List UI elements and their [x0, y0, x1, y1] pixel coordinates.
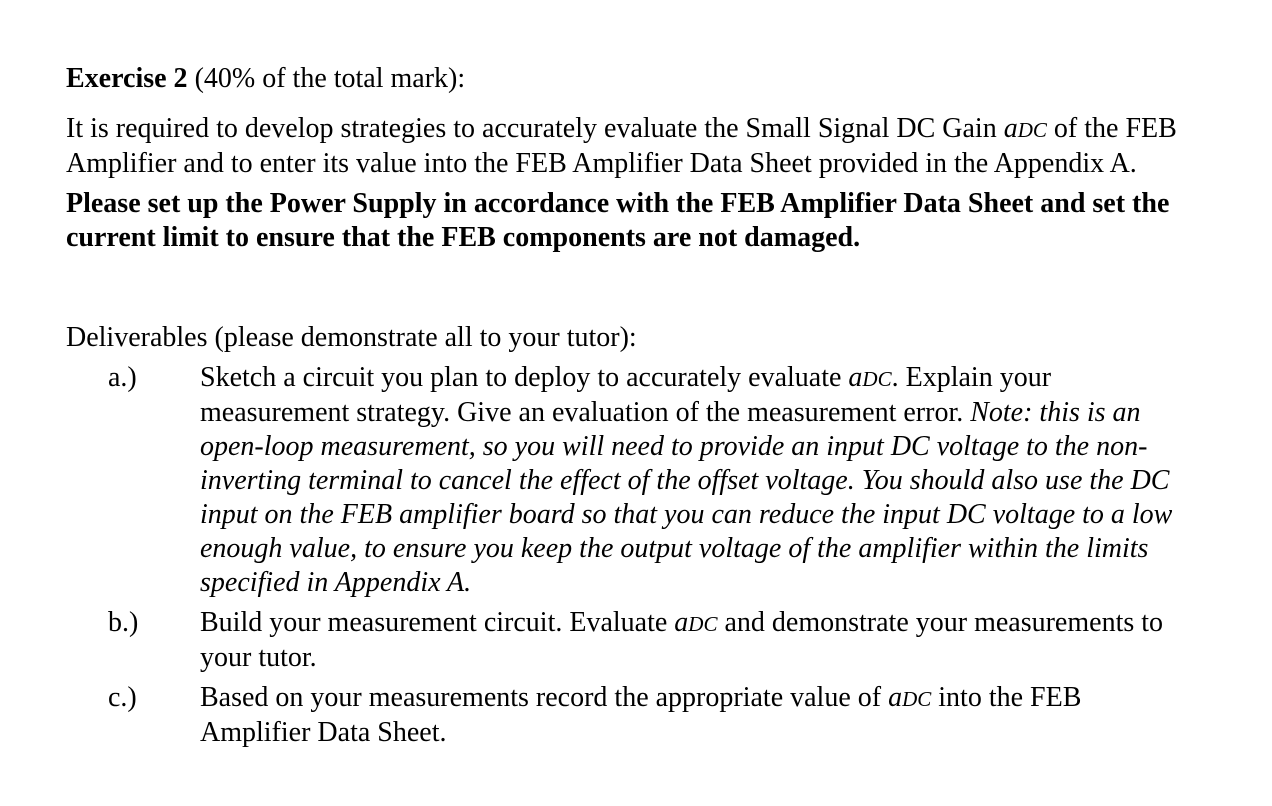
adc-sub: DC: [902, 687, 932, 711]
exercise-heading: [66, 62, 1226, 96]
adc-symbol: [1004, 113, 1047, 144]
item-label: c.): [108, 682, 137, 713]
intro-text-2: of the FEB Amplifier and to enter its value into the FEB Amplifier Data Sheet provided in the Appendix A.: [66, 113, 1177, 179]
exercise-heading-rest: (40% of the total mark):: [187, 63, 466, 94]
intro-text-1: It is required to develop strategies to accurately evaluate the Small Signal DC Gain: [66, 113, 1004, 144]
adc-sub: DC: [862, 367, 892, 391]
adc-symbol: [888, 682, 931, 713]
adc-var: a: [888, 682, 903, 713]
adc-var: a: [848, 362, 863, 393]
item-text-2: and demonstrate your measurements to your tutor.: [200, 607, 1164, 673]
item-text-1: Sketch a circuit you plan to deploy to accurately evaluate: [200, 362, 849, 393]
item-text-1: Build your measurement circuit. Evaluate: [200, 607, 675, 638]
adc-var: a: [674, 607, 689, 638]
deliverable-item-a: [66, 361, 1226, 600]
item-text-2: . Explain your measurement strategy. Give an evaluation of the measurement error.: [200, 362, 1052, 428]
item-text-1: Based on your measurements record the appropriate value of: [200, 682, 889, 713]
power-supply-instruction: Please set up the Power Supply in accordance with the FEB Amplifier Data Sheet and set the current limit to ensure that the FEB components are not damaged.: [66, 188, 1170, 253]
deliverable-item-b: [66, 606, 1226, 675]
adc-var: a: [1003, 113, 1018, 144]
item-label: a.): [108, 362, 137, 393]
adc-symbol: [848, 362, 891, 393]
item-body: [200, 681, 1190, 750]
deliverables-list: [66, 361, 1226, 750]
item-body: [200, 361, 1190, 600]
intro-paragraph: [66, 112, 1186, 181]
deliverables-title: Deliverables (please demonstrate all to your tutor):: [66, 322, 637, 353]
document-page: [66, 62, 1226, 756]
exercise-heading-bold: Exercise 2: [66, 63, 188, 94]
adc-sub: DC: [688, 612, 718, 636]
item-note: Note: this is an open-loop measurement, so you will need to provide an input DC voltage to the non-inverting terminal to cancel the effect of the offset voltage. You should also use the DC input on the FEB amplifier board so that you can reduce the input DC voltage to a low enough value, to ensure you keep the output voltage of the amplifier within the limits specified in Appendix A.: [200, 397, 1173, 598]
item-text-2: into the FEB Amplifier Data Sheet.: [200, 682, 1082, 748]
deliverable-item-c: [66, 681, 1226, 750]
adc-sub: DC: [1017, 118, 1047, 142]
item-label: b.): [108, 607, 139, 638]
item-body: [200, 606, 1190, 675]
adc-symbol: [674, 607, 717, 638]
